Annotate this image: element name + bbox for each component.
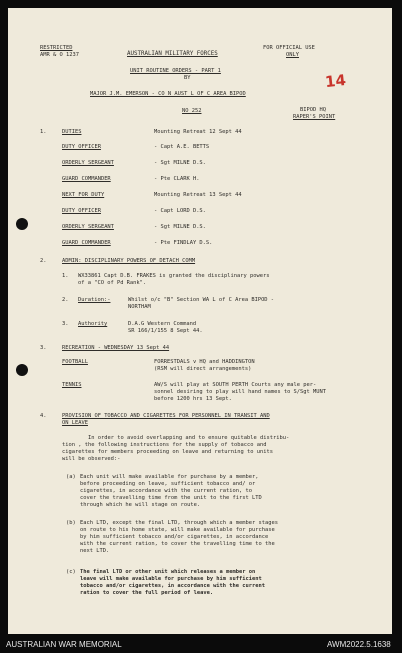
- football-text: (RSM will direct arrangements): [154, 366, 252, 372]
- hq-location: RAPER'S POINT: [293, 114, 336, 120]
- provision-intro-line: will be observed:-: [62, 456, 121, 462]
- duty-value: Mounting Retreat 12 Sept 44: [154, 129, 242, 135]
- section-number: 4.: [40, 413, 47, 419]
- duty-label: DUTY OFFICER: [62, 144, 101, 150]
- recreation-heading: RECREATION - WEDNESDAY 13 Sept 44: [62, 345, 170, 351]
- admin-para-number: 1.: [62, 273, 69, 279]
- tennis-text: sonnel desiring to play will hand names to S/Sgt MUNT: [154, 389, 327, 395]
- duration-text: Whilst o/c "B" Section WA L of C Area BIPOD -: [128, 297, 275, 303]
- clause-line: with the current ration, to cover the travelling time to the: [80, 541, 275, 547]
- duty-label: GUARD COMMANDER: [62, 176, 111, 182]
- authority-text: D.A.G Western Command: [128, 321, 197, 327]
- clause-line: cigarettes, in accordance with the current ration, to: [80, 488, 253, 494]
- order-number: NO 252: [182, 108, 202, 114]
- clause-line: ration to cover the full period of leave.: [80, 590, 214, 596]
- official-use-only: ONLY: [286, 52, 299, 58]
- football-label: FOOTBALL: [62, 359, 88, 365]
- duty-value: - Pte FINDLAY D.S.: [154, 240, 213, 246]
- amr-reference: AMR & O 1237: [40, 52, 79, 58]
- duty-label: NEXT FOR DUTY: [62, 192, 105, 198]
- clause-line: through which he will stage on route.: [80, 502, 201, 508]
- clause-line: tobacco and/or cigarettes, in accordance with the current: [80, 583, 265, 589]
- tennis-text: before 1200 hrs 13 Sept.: [154, 396, 232, 402]
- clause-label: (a): [66, 474, 76, 480]
- duty-value: - Pte CLARK H.: [154, 176, 200, 182]
- duty-label: DUTY OFFICER: [62, 208, 101, 214]
- tennis-label: TENNIS: [62, 382, 82, 388]
- clause-line: Each unit will make available for purchase by a member,: [80, 474, 259, 480]
- provision-heading: PROVISION OF TOBACCO AND CIGARETTES FOR PERSONNEL IN TRANSIT AND: [62, 413, 270, 419]
- duty-value: Mounting Retreat 13 Sept 44: [154, 192, 242, 198]
- footer-accession: AWM2022.5.1638: [327, 640, 391, 649]
- football-text: FORRESTDALS v HQ and HADDINGTON: [154, 359, 255, 365]
- clause-line: The final LTD or other unit which releases a member on: [80, 569, 256, 575]
- document-title: AUSTRALIAN MILITARY FORCES: [127, 51, 218, 57]
- orders-by: BY: [184, 75, 191, 81]
- provision-heading: ON LEAVE: [62, 420, 88, 426]
- footer-source: AUSTRALIAN WAR MEMORIAL: [6, 640, 122, 649]
- commanding-officer: MAJOR J.M. EMERSON - CO N AUST L OF C AREA BIPOD: [90, 91, 246, 97]
- clause-line: next LTD.: [80, 548, 110, 554]
- duty-label: ORDERLY SERGEANT: [62, 160, 114, 166]
- duty-value: - Sgt MILNE D.S.: [154, 160, 206, 166]
- section-number: 3.: [40, 345, 47, 351]
- official-use-label: FOR OFFICIAL USE: [263, 45, 315, 51]
- section-number: 2.: [40, 258, 47, 264]
- admin-para-number: 3.: [62, 321, 69, 327]
- duty-value: - Capt A.E. BETTS: [154, 144, 210, 150]
- provision-intro-line: In order to avoid overlapping and to ensure quitable distribu-: [88, 435, 290, 441]
- duty-value: - Sgt MILNE D.S.: [154, 224, 206, 230]
- provision-intro-line: cigarettes for members proceeding on leave and returning to units: [62, 449, 273, 455]
- clause-line: leave will make available for purchase by him sufficient: [80, 576, 262, 582]
- clause-line: by him sufficient tobacco and/or cigarettes, in accordance: [80, 534, 269, 540]
- punch-hole-top: [16, 218, 28, 230]
- duty-label: GUARD COMMANDER: [62, 240, 111, 246]
- clause-label: (c): [66, 569, 76, 575]
- clause-line: Each LTD, except the final LTD, through which a member stages: [80, 520, 278, 526]
- provision-intro-line: tion , the following instructions for the supply of tobacco and: [62, 442, 267, 448]
- hq-label: BIPOD HQ: [300, 107, 326, 113]
- punch-hole-bottom: [16, 364, 28, 376]
- clause-line: cover the travelling time from the unit to the first LTD: [80, 495, 262, 501]
- duty-value: - Capt LORD D.S.: [154, 208, 206, 214]
- tennis-text: AW/S will play at SOUTH PERTH Courts any male per-: [154, 382, 317, 388]
- admin-heading: ADMIN: DISCIPLINARY POWERS OF DETACH COMM: [62, 258, 196, 264]
- document-page: [8, 8, 392, 634]
- duration-text: NORTHAM: [128, 304, 151, 310]
- clause-label: (b): [66, 520, 76, 526]
- restricted-label: RESTRICTED: [40, 45, 73, 51]
- authority-text: SR 166/1/155 8 Sept 44.: [128, 328, 203, 334]
- clause-line: on route to his home state, will make available for purchase: [80, 527, 275, 533]
- admin-para-number: 2.: [62, 297, 69, 303]
- section-number: 1.: [40, 129, 47, 135]
- clause-line: before proceeding on leave, sufficient tobacco and/ or: [80, 481, 256, 487]
- admin-para-text: of a "CO of Pd Rank".: [78, 280, 147, 286]
- duration-label: Duration:-: [78, 297, 111, 303]
- orders-subtitle: UNIT ROUTINE ORDERS - PART 1: [130, 68, 221, 74]
- duty-label: DUTIES: [62, 129, 82, 135]
- admin-para-text: WX33861 Capt D.B. FRAKES is granted the disciplinary powers: [78, 273, 270, 279]
- folio-number-stamp: 14: [324, 70, 347, 92]
- authority-label: Authority: [78, 321, 108, 327]
- duty-label: ORDERLY SERGEANT: [62, 224, 114, 230]
